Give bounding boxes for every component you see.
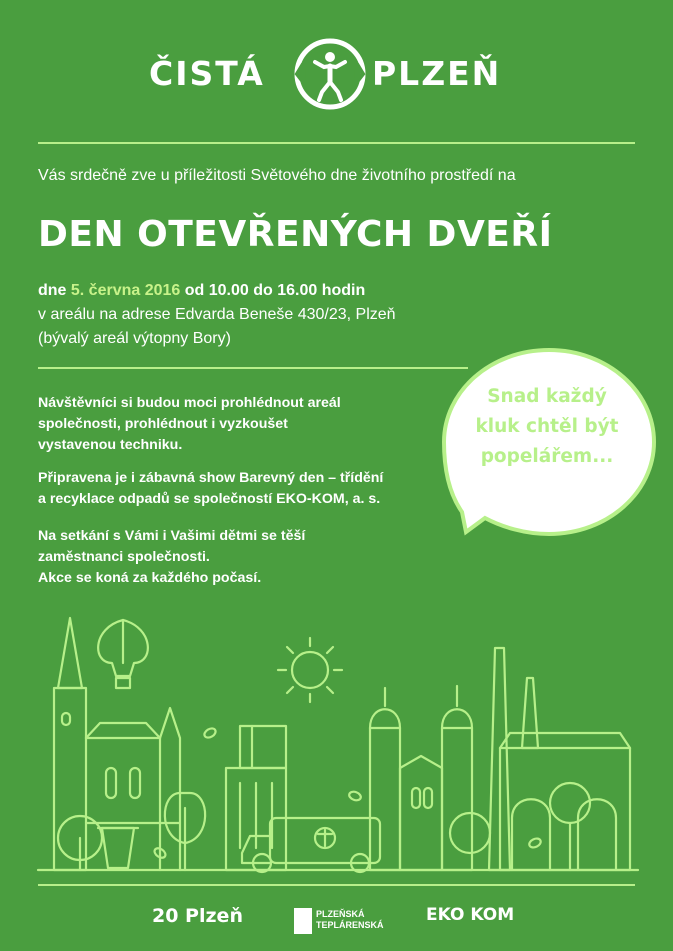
running-figure-emblem-icon <box>291 34 369 114</box>
event-title: DEN OTEVŘENÝCH DVEŘÍ <box>38 214 553 255</box>
paragraph-line: Akce se koná za každého počasí. <box>38 570 262 586</box>
city-skyline-illustration <box>30 608 645 880</box>
paragraph-line: společnosti, prohlédnout i vyzkoušet <box>38 416 288 432</box>
date-highlight: 5. června 2016 <box>70 282 181 299</box>
synagogue-icon <box>370 686 472 870</box>
logo-plzen-2015: 20 Plzeň <box>152 905 243 927</box>
bubble-line: popelářem... <box>480 446 614 467</box>
address-note: (bývalý areál výtopny Bory) <box>38 330 231 347</box>
paragraph-line: Na setkání s Vámi i Vašimi dětmi se těší <box>38 528 306 544</box>
paragraph-line: a recyklace odpadů se společností EKO-KOM, a. s. <box>38 491 381 507</box>
date-prefix: dne <box>38 282 71 299</box>
logo-eko-kom: EKO KOM <box>426 905 515 925</box>
garbage-truck-icon <box>242 818 380 872</box>
address-line: v areálu na adrese Edvarda Beneše 430/23, Plzeň <box>38 306 396 323</box>
leaf-icon <box>153 727 542 860</box>
invitation-text: Vás srdečně zve u příležitosti Světového dne životního prostředí na <box>38 167 516 184</box>
teplarenska-text <box>316 909 384 931</box>
paragraph-line: Připravena je i zábavná show Barevný den – třídění <box>38 470 384 486</box>
sun-icon <box>278 638 342 702</box>
teplarenska-mark-icon <box>294 908 312 934</box>
event-date <box>38 282 365 300</box>
middle-divider <box>38 367 468 369</box>
paragraph-line: zaměstnanci společnosti. <box>38 549 210 565</box>
top-divider <box>38 142 635 144</box>
bubble-line: Snad každý <box>487 386 607 407</box>
date-suffix: od 10.00 do 16.00 hodin <box>180 282 366 299</box>
bubble-line: kluk chtěl být <box>475 416 619 437</box>
brand-logo <box>0 34 673 114</box>
tree-icon <box>58 793 205 870</box>
paragraph-visit <box>38 393 341 456</box>
heating-plant-icon <box>500 733 630 870</box>
chimney-icon <box>489 648 538 870</box>
church-icon <box>54 618 180 870</box>
teplarenska-line: TEPLÁRENSKÁ <box>316 920 384 930</box>
teplarenska-line: PLZEŇSKÁ <box>316 909 365 919</box>
bottom-divider <box>38 884 635 886</box>
trash-bin-icon <box>98 828 138 868</box>
speech-bubble-text <box>447 382 647 472</box>
hot-air-balloon-icon <box>98 620 148 688</box>
brand-word-right: PLZEŇ <box>372 54 502 93</box>
paragraph-meeting <box>38 526 305 589</box>
brand-word-left: ČISTÁ <box>149 54 265 93</box>
paragraph-show <box>38 468 383 510</box>
paragraph-line: vystavenou techniku. <box>38 437 183 453</box>
paragraph-line: Návštěvníci si budou moci prohlédnout areál <box>38 395 341 411</box>
building-icon <box>226 726 286 870</box>
